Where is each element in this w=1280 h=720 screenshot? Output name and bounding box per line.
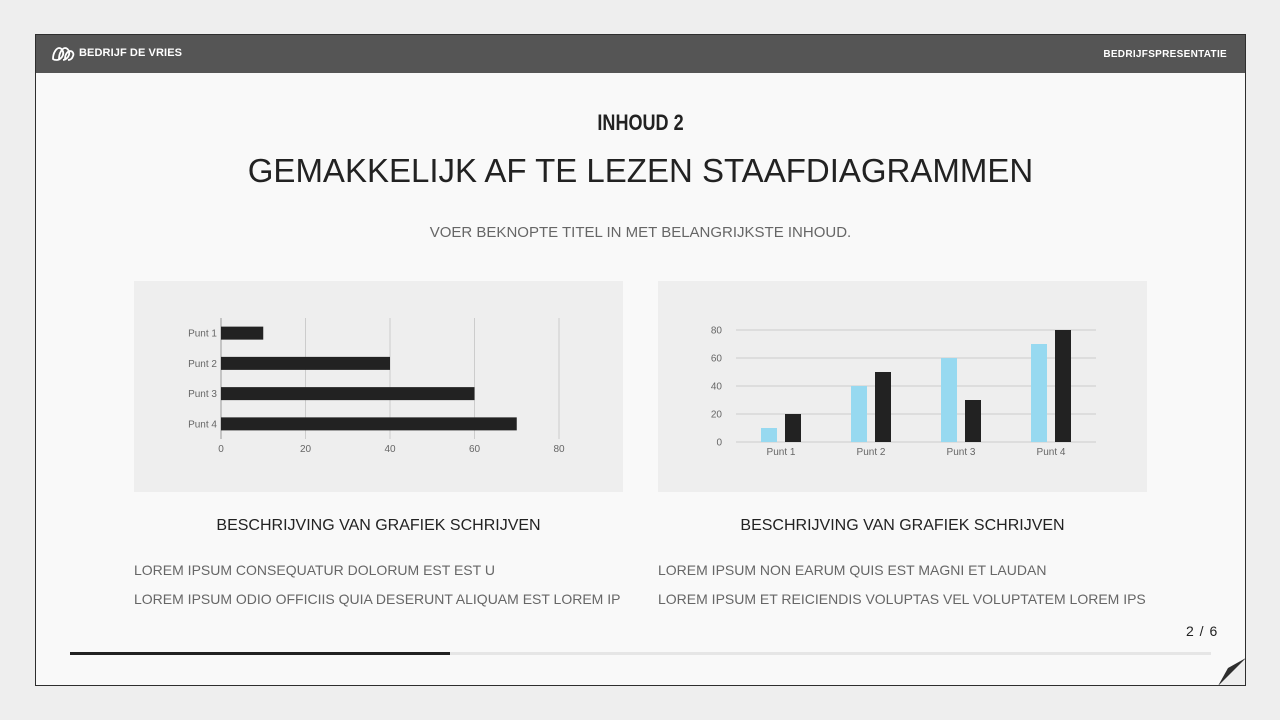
y-tick-label: 60: [710, 353, 722, 365]
x-tick-label: 0: [218, 444, 224, 455]
bar-punt-3-series-1: [941, 358, 957, 442]
bar-punt-2-series-2: [875, 372, 891, 442]
bar-punt-4-series-1: [1031, 344, 1047, 442]
bar-punt-4: [221, 417, 517, 430]
horizontal-bar-chart: [134, 281, 623, 492]
bar-punt-3: [221, 387, 475, 400]
chart-caption-right: BESCHRIJVING VAN GRAFIEK SCHRIJVEN: [740, 517, 1065, 534]
page-curl-decoration: [1218, 658, 1246, 686]
section-title: INHOUD 2: [597, 110, 684, 135]
logo-icon: [51, 46, 75, 62]
slide: [35, 34, 1246, 686]
presentation-label: BEDRIJFSPRESENTATIE: [1103, 49, 1227, 60]
x-tick-label: 20: [299, 444, 312, 455]
chart-caption-left: BESCHRIJVING VAN GRAFIEK SCHRIJVEN: [216, 517, 541, 534]
body-text-right-2: LOREM IPSUM ET REICIENDIS VOLUPTAS VEL VOLUPTATEM LOREM IPS: [658, 591, 1146, 607]
y-tick-label: Punt 1: [188, 328, 217, 340]
x-tick-label: 80: [553, 444, 565, 455]
y-tick-label: Punt 3: [188, 389, 217, 401]
x-tick-label: Punt 2: [856, 447, 886, 458]
vertical-bar-chart-svg: [658, 281, 1147, 492]
vertical-bar-chart: [658, 281, 1147, 492]
y-tick-label: 80: [710, 325, 722, 337]
horizontal-bar-chart-svg: [134, 281, 623, 492]
x-tick-label: Punt 1: [766, 447, 796, 458]
bar-punt-1-series-1: [761, 428, 777, 442]
y-tick-label: 40: [710, 381, 722, 393]
x-tick-label: Punt 4: [1036, 447, 1066, 458]
body-text-right-1: LOREM IPSUM NON EARUM QUIS EST MAGNI ET LAUDAN: [658, 562, 1047, 578]
y-tick-label: 0: [716, 437, 722, 449]
bar-punt-1: [221, 327, 263, 340]
y-tick-label: Punt 4: [188, 419, 217, 431]
y-tick-label: Punt 2: [188, 358, 217, 370]
body-text-left-2: LOREM IPSUM ODIO OFFICIIS QUIA DESERUNT ALIQUAM EST LOREM IP: [134, 591, 621, 607]
progress-bar: [70, 652, 1211, 655]
bar-punt-3-series-2: [965, 400, 981, 442]
page-subtitle: VOER BEKNOPTE TITEL IN MET BELANGRIJKSTE INHOUD.: [429, 224, 852, 241]
bar-punt-4-series-2: [1055, 330, 1071, 442]
page-title: GEMAKKELIJK AF TE LEZEN STAAFDIAGRAMMEN: [247, 152, 1034, 189]
progress-fill: [70, 652, 450, 655]
page-number: 2 / 6: [1186, 623, 1219, 639]
bar-punt-2-series-1: [851, 386, 867, 442]
bar-punt-1-series-2: [785, 414, 801, 442]
header-bar: [36, 35, 1245, 73]
x-tick-label: 60: [468, 444, 481, 455]
x-tick-label: 40: [384, 444, 396, 455]
x-tick-label: Punt 3: [946, 447, 976, 458]
bar-punt-2: [221, 357, 390, 370]
body-text-left-1: LOREM IPSUM CONSEQUATUR DOLORUM EST EST U: [134, 562, 495, 578]
y-tick-label: 20: [710, 409, 722, 421]
company-name: BEDRIJF DE VRIES: [79, 47, 183, 59]
